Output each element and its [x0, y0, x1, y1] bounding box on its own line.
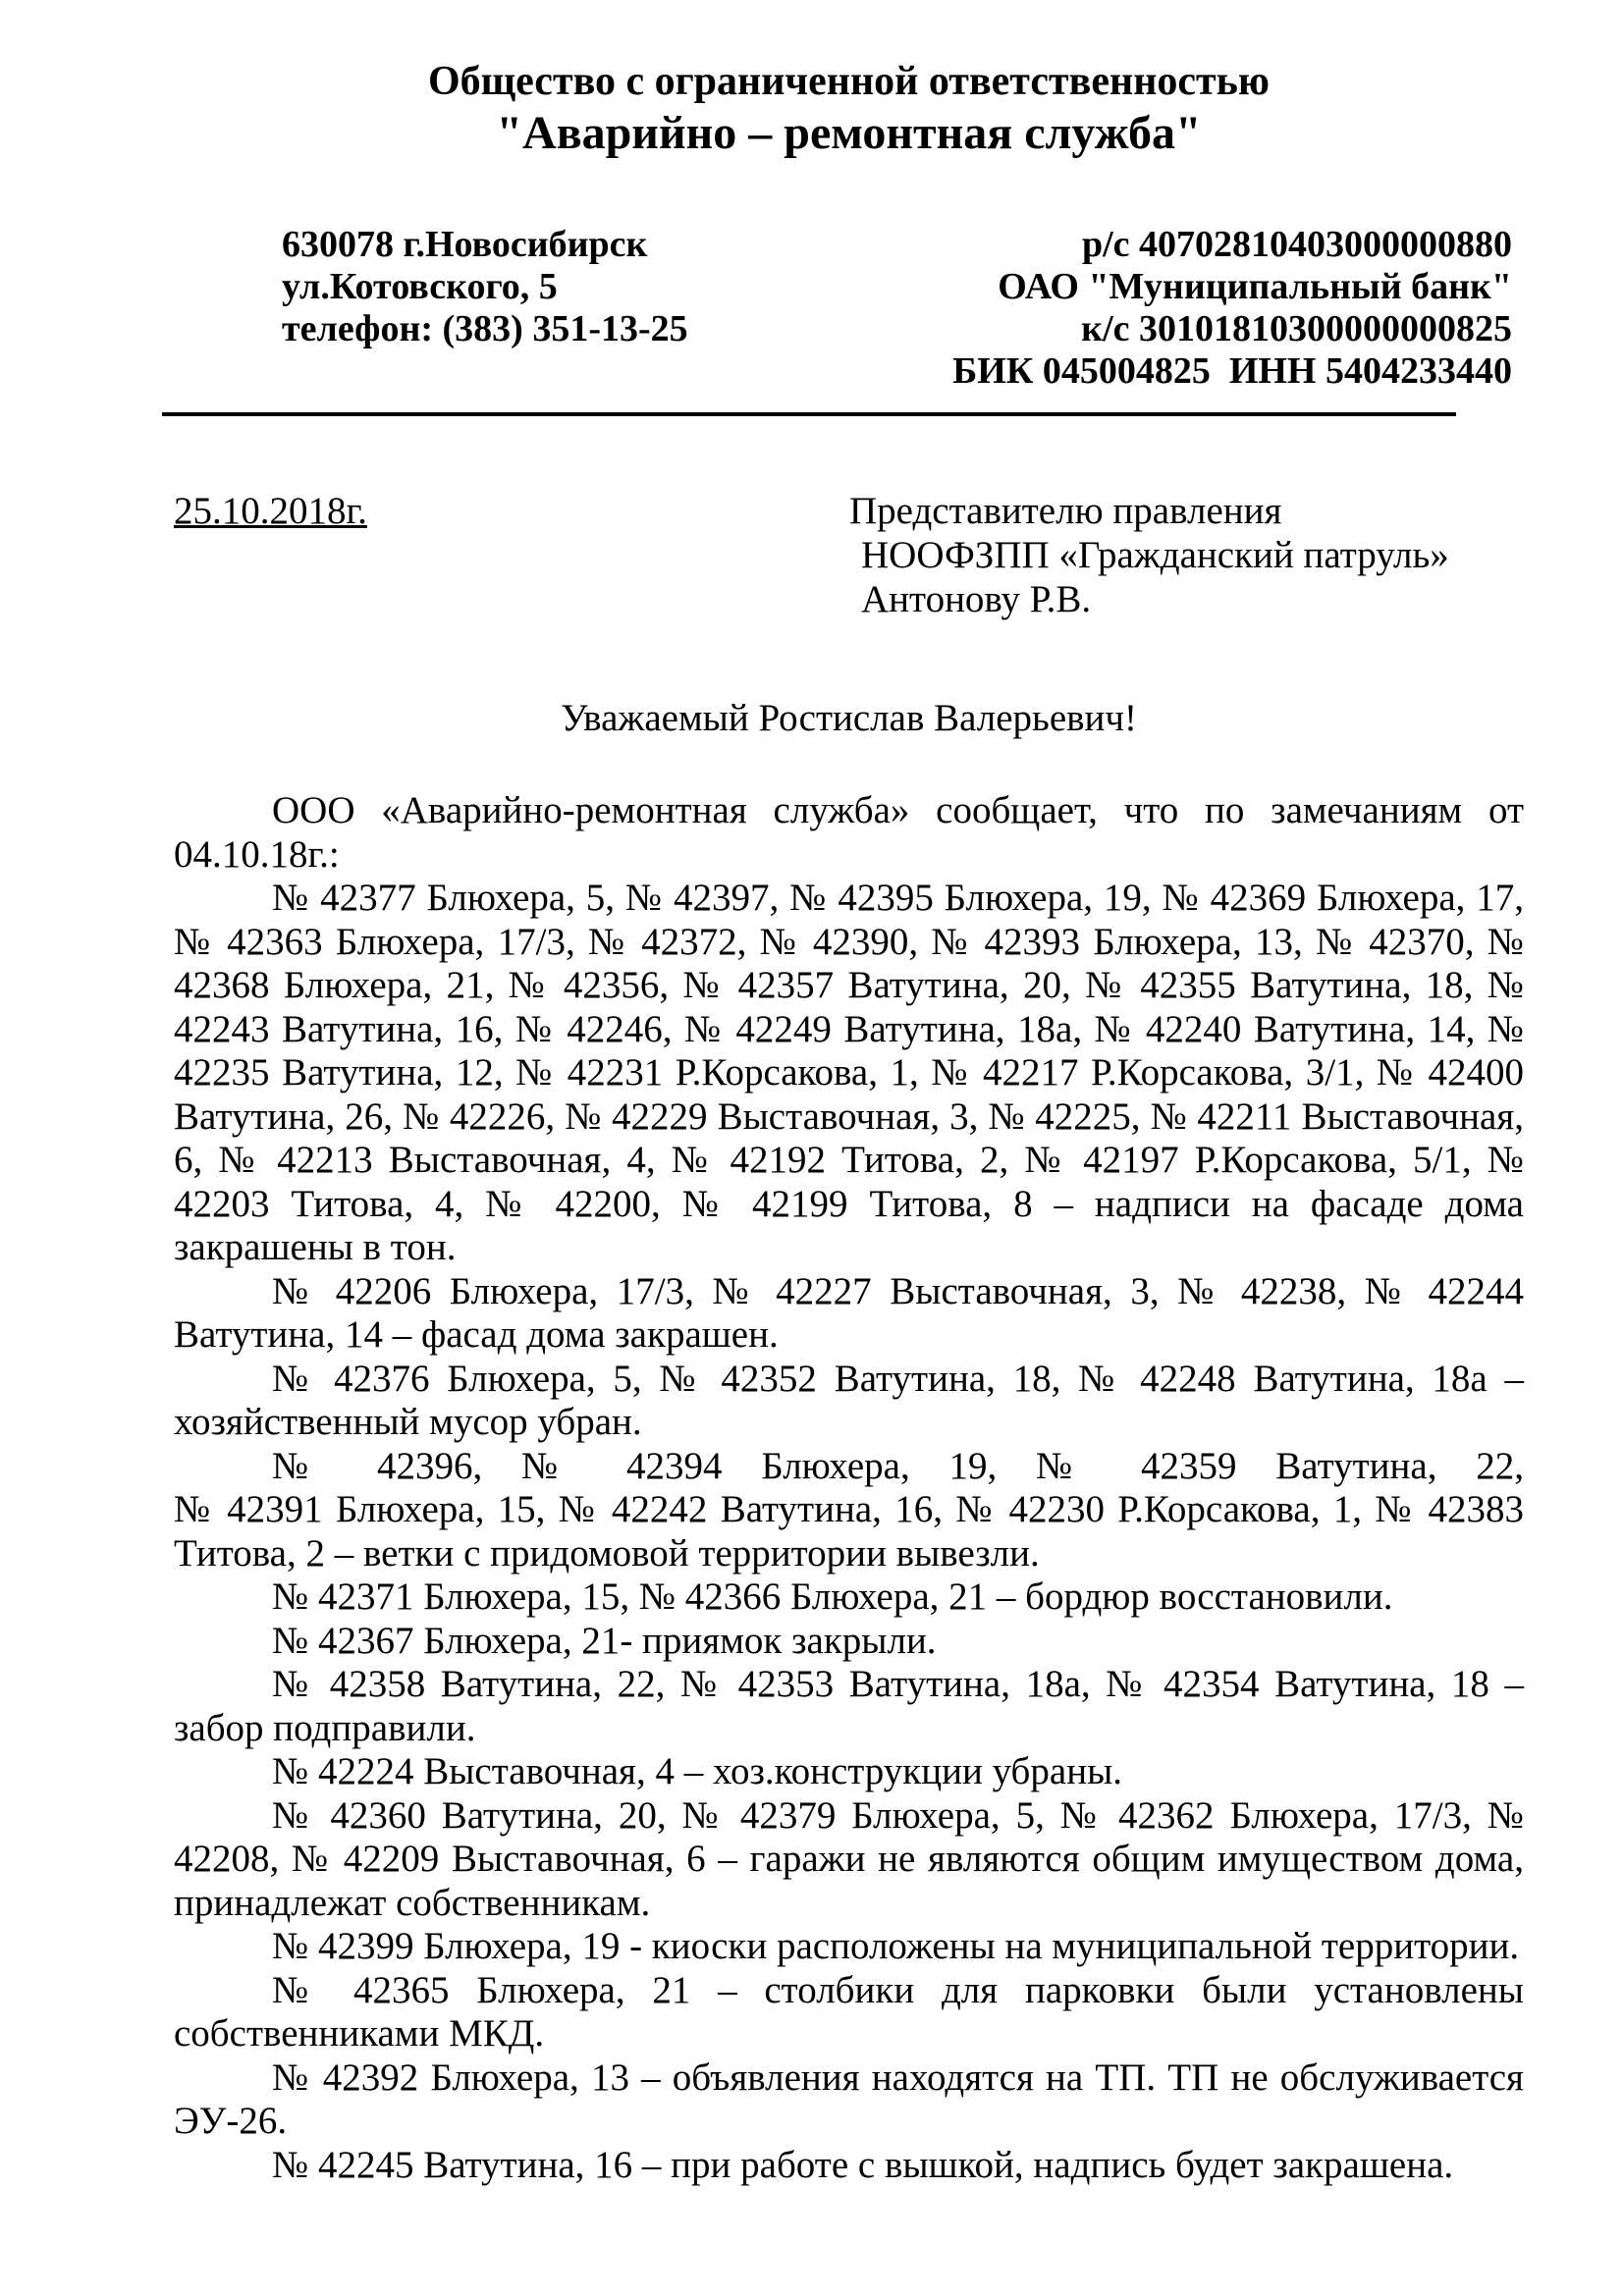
- header-divider: [162, 412, 1456, 416]
- salutation: Уважаемый Ростислав Валерьевич!: [560, 697, 1138, 739]
- bank-line: ОАО "Муниципальный банк": [998, 266, 1512, 307]
- recipient-line: Представителю правления: [849, 490, 1282, 532]
- letter-body: [174, 789, 1524, 2187]
- org-name-line: "Аварийно – ремонтная служба": [496, 107, 1202, 159]
- header-info-row: [282, 224, 1512, 393]
- bank-details-block: [952, 224, 1512, 393]
- company-address-block: [282, 224, 688, 393]
- org-type-line: Общество с ограниченной ответственностью: [428, 59, 1270, 104]
- body-paragraph: № 42367 Блюхера, 21- приямок закрыли.: [272, 1619, 937, 1662]
- body-paragraph: № 42396, № 42394 Блюхера, 19, № 42359 Ватутина, 22,: [272, 1444, 1524, 1487]
- recipient-block: [849, 489, 1524, 621]
- body-paragraph: № 42376 Блюхера, 5, № 42352 Ватутина, 18, № 42248 Ватутина, 18а – хозяйственный мусор убран.: [174, 1357, 1524, 1443]
- body-paragraph: № 42399 Блюхера, 19 - киоски расположены на муниципальной территории.: [272, 1925, 1520, 1967]
- body-paragraph: № 42377 Блюхера, 5, № 42397, № 42395 Блюхера, 19, № 42369 Блюхера, 17, № 42363 Блюхера, 17/3, № 42372, № 42390, № 42393 Блюхера, 13, № 42370, № 42368 Блюхера, 21, № 42356, № 42357 Ватутина, 20, № 42355 Ватутина, 18, № 42243 Ватутина, 16, № 42246, № 42249 Ватутина, 18а, № 42240 Ватутина, 14, № 42235 Ватутина, 12, № 42231 Р.Корсакова, 1, № 42217 Р.Корсакова, 3/1, № 42400 Ватутина, 26, № 42226, № 42229 Выставочная, 3, № 42225, № 42211 Выставочная, 6, № 42213 Выставочная, 4, № 42192 Титова, 2, № 42197 Р.Корсакова, 5/1, № 42203 Титова, 4, № 42200, № 42199 Титова, 8 – надписи на фасаде дома закрашены в тон.: [174, 877, 1524, 1268]
- body-paragraph: № 42358 Ватутина, 22, № 42353 Ватутина, 18а, № 42354 Ватутина, 18 – забор подправили.: [174, 1663, 1524, 1749]
- bank-line: к/с 30101810300000000825: [1081, 308, 1512, 349]
- address-line: телефон: (383) 351-13-25: [282, 308, 688, 349]
- date-recipient-row: [174, 489, 1524, 621]
- body-paragraph: ООО «Аварийно-ремонтная служба» сообщает, что по замечаниям от 04.10.18г.:: [174, 789, 1524, 876]
- address-line: 630078 г.Новосибирск: [282, 224, 648, 265]
- body-paragraph: № 42392 Блюхера, 13 – объявления находятся на ТП. ТП не обслуживается ЭУ-26.: [174, 2056, 1524, 2142]
- letterhead: [174, 0, 1524, 161]
- bank-line: БИК 045004825 ИНН 5404233440: [952, 350, 1512, 392]
- address-line: ул.Котовского, 5: [282, 266, 558, 307]
- body-paragraph: № 42224 Выставочная, 4 – хоз.конструкции убраны.: [272, 1750, 1123, 1792]
- recipient-line: НООФЗПП «Гражданский патруль»: [861, 534, 1449, 576]
- body-paragraph: № 42365 Блюхера, 21 – столбики для парковки были установлены собственниками МКД.: [174, 1968, 1524, 2055]
- letter-date: 25.10.2018г.: [174, 490, 367, 532]
- body-paragraph: № 42206 Блюхера, 17/3, № 42227 Выставочная, 3, № 42238, № 42244 Ватутина, 14 – фасад дома закрашен.: [174, 1269, 1524, 1356]
- recipient-line: Антонову Р.В.: [861, 578, 1092, 620]
- body-paragraph: № 42371 Блюхера, 15, № 42366 Блюхера, 21 – бордюр восстановили.: [272, 1575, 1393, 1618]
- body-paragraph: № 42245 Ватутина, 16 – при работе с вышкой, надпись будет закрашена.: [272, 2143, 1454, 2186]
- bank-line: р/с 40702810403000000880: [1081, 224, 1512, 265]
- body-paragraph: № 42391 Блюхера, 15, № 42242 Ватутина, 16, № 42230 Р.Корсакова, 1, № 42383 Титова, 2 – ветки с придомовой территории вывезли.: [174, 1488, 1524, 1575]
- body-paragraph: № 42360 Ватутина, 20, № 42379 Блюхера, 5, № 42362 Блюхера, 17/3, № 42208, № 42209 Выставочная, 6 – гаражи не являются общим имуществом дома, принадлежат собственникам.: [174, 1793, 1524, 1924]
